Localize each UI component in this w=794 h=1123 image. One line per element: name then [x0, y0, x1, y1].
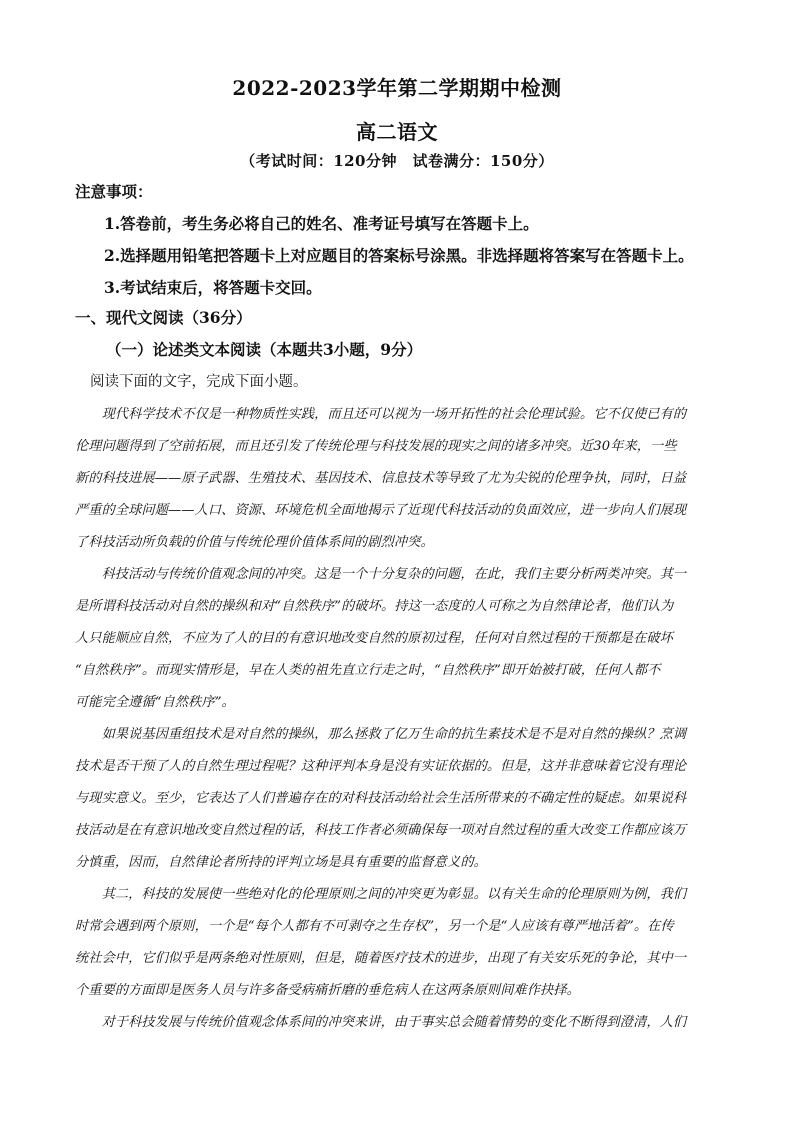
- passage-line: 新的科技进展——原子武器、生殖技术、基因技术、信息技术等导致了尤为尖锐的伦理争执，同时，日益: [75, 471, 687, 486]
- passage-line: 其二，科技的发展使一些绝对化的伦理原则之间的冲突更为彰显。以有关生命的伦理原则为例，我们: [75, 887, 687, 902]
- passage-line: 了科技活动所负载的价值与传统伦理价值体系间的剧烈冲突。: [75, 535, 434, 550]
- exam-title: 2022-2023学年第二学期期中检测: [232, 76, 562, 100]
- exam-info: （考试时间：120分钟 试卷满分：150分）: [240, 152, 554, 170]
- passage-line: 技术是否干预了人的自然生理过程呢？这种评判本身是没有实证依据的。但是，这并非意味着它没有理论: [75, 759, 687, 774]
- passage-line: 与现实意义。至少，它表达了人们普遍存在的对科技活动给社会生活所带来的不确定性的疑虑。如果说科: [75, 791, 687, 806]
- passage-line: 是所谓科技活动对自然的操纵和对“自然秩序”的破坏。持这一态度的人可称之为自然律论者，他们认为: [75, 599, 674, 614]
- passage-line: 个重要的方面即是医务人员与许多备受病痛折磨的垂危病人在这两条原则间难作抉择。: [75, 983, 580, 998]
- notice-item-2: 2.选择题用铅笔把答题卡上对应题目的答案标号涂黑。非选择题将答案写在答题卡上。: [104, 246, 694, 265]
- passage-line: 时常会遇到两个原则，一个是“每个人都有不可剥夺之生存权”，另一个是“人应该有尊严地活着”。在传: [75, 919, 674, 934]
- passage-line: 分慎重，因而，自然律论者所持的评判立场是具有重要的监督意义的。: [75, 855, 487, 870]
- notice-item-3: 3.考试结束后，将答题卡交回。: [104, 278, 322, 297]
- passage-line: 如果说基因重组技术是对自然的操纵，那么拯救了亿万生命的抗生素技术是不是对自然的操纵？烹调: [75, 727, 687, 742]
- subsection-title: （一）论述类文本阅读（本题共3小题，9分）: [106, 340, 423, 359]
- passage-line: 技活动是在有意识地改变自然过程的话，科技工作者必须确保每一项对自然过程的重大改变工作都应该万: [75, 823, 687, 838]
- section-title: 一、现代文阅读（36分）: [75, 308, 252, 327]
- passage-line: 对于科技发展与传统价值观念体系间的冲突来讲，由于事实总会随着情势的变化不断得到澄清，人们: [75, 1015, 687, 1030]
- notice-title: 注意事项：: [75, 182, 153, 201]
- notice-item-1: 1.答卷前，考生务必将自己的姓名、准考证号填写在答题卡上。: [104, 214, 539, 233]
- subject-title: 高二语文: [356, 120, 438, 144]
- reading-instruction: 阅读下面的文字，完成下面小题。: [90, 374, 308, 390]
- passage-line: 严重的全球问题——人口、资源、环境危机全面地揭示了近现代科技活动的负面效应，进一步向人们展现: [75, 503, 687, 518]
- passage-line: 人只能顺应自然，不应为了人的目的有意识地改变自然的原初过程，任何对自然过程的干预都是在破坏: [75, 631, 673, 646]
- passage-line: 可能完全遵循“自然秩序”。: [75, 695, 235, 710]
- passage-line: 统社会中，它们似乎是两条绝对性原则，但是，随着医疗技术的进步，出现了有关安乐死的争论，其中一: [75, 951, 687, 966]
- passage-line: “自然秩序”。而现实情形是，早在人类的祖先直立行走之时，“自然秩序”即开始被打破，任何人都不: [75, 663, 661, 678]
- passage-line: 现代科学技术不仅是一种物质性实践，而且还可以视为一场开拓性的社会伦理试验。它不仅使已有的: [75, 407, 687, 422]
- passage-line: 科技活动与传统价值观念间的冲突。这是一个十分复杂的问题，在此，我们主要分析两类冲突。其一: [75, 567, 687, 582]
- passage-line: 伦理问题得到了空前拓展，而且还引发了传统伦理与科技发展的现实之间的诸多冲突。近30年来，一些: [75, 439, 677, 454]
